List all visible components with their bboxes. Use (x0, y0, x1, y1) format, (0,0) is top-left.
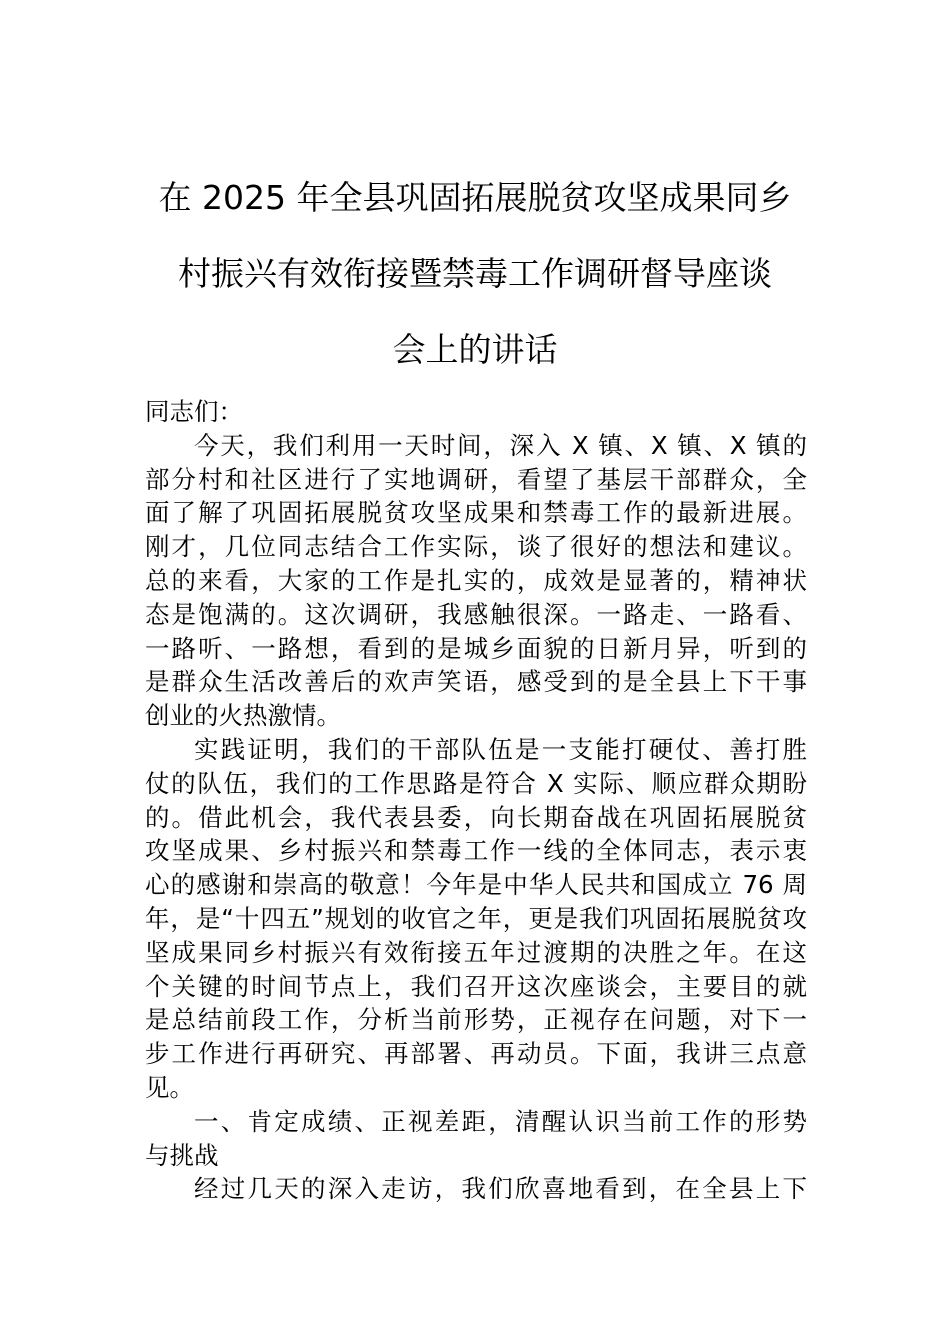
paragraph-line: 经过几天的深入走访，我们欣喜地看到，在全县上下 (194, 1174, 807, 1204)
section-heading: 与挑战 (145, 1140, 219, 1170)
section-heading: 一、肯定成绩、正视差距，清醒认识当前工作的形势 (194, 1106, 807, 1136)
paragraph-line: 实践证明，我们的干部队伍是一支能打硬仗、善打胜 (194, 734, 807, 764)
paragraph-line: 是总结前段工作，分析当前形势，正视存在问题，对下一 (145, 1005, 807, 1035)
paragraph-line: 心的感谢和崇高的敬意！今年是中华人民共和国成立 76 周 (145, 870, 807, 900)
paragraph-line: 态是饱满的。这次调研，我感触很深。一路走、一路看、 (145, 599, 807, 629)
paragraph-line: 年，是“十四五”规划的收官之年，更是我们巩固拓展脱贫攻 (145, 903, 807, 933)
paragraph-line: 个关键的时间节点上，我们召开这次座谈会，主要目的就 (145, 971, 807, 1001)
paragraph-line: 攻坚成果、乡村振兴和禁毒工作一线的全体同志，表示衷 (145, 836, 807, 866)
paragraph-line: 是群众生活改善后的欢声笑语，感受到的是全县上下干事 (145, 667, 807, 697)
document-body (145, 395, 807, 1206)
title-line: 村振兴有效衔接暨禁毒工作调研督导座谈 (178, 254, 772, 293)
paragraph-line: 今天，我们利用一天时间，深入 X 镇、X 镇、X 镇的 (194, 430, 807, 460)
paragraph-line: 见。 (145, 1072, 194, 1102)
paragraph-line: 刚才，几位同志结合工作实际，谈了很好的想法和建议。 (145, 532, 807, 562)
title-line: 在 2025 年全县巩固拓展脱贫攻坚成果同乡 (158, 178, 792, 217)
title-line: 会上的讲话 (392, 330, 558, 369)
paragraph-line: 坚成果同乡村振兴有效衔接五年过渡期的决胜之年。在这 (145, 937, 807, 967)
paragraph-line: 的。借此机会，我代表县委，向长期奋战在巩固拓展脱贫 (145, 802, 807, 832)
paragraph-line: 仗的队伍，我们的工作思路是符合 X 实际、顺应群众期盼 (145, 768, 807, 798)
paragraph-line: 部分村和社区进行了实地调研，看望了基层干部群众，全 (145, 464, 807, 494)
paragraph-line: 步工作进行再研究、再部署、再动员。下面，我讲三点意 (145, 1039, 807, 1069)
document-title (140, 160, 810, 388)
paragraph-line: 总的来看，大家的工作是扎实的，成效是显著的，精神状 (145, 565, 807, 595)
paragraph-line: 一路听、一路想，看到的是城乡面貌的日新月异，听到的 (145, 633, 807, 663)
paragraph-line: 面了解了巩固拓展脱贫攻坚成果和禁毒工作的最新进展。 (145, 498, 807, 528)
paragraph-line: 创业的火热激情。 (145, 701, 341, 731)
salutation: 同志们： (145, 397, 243, 426)
